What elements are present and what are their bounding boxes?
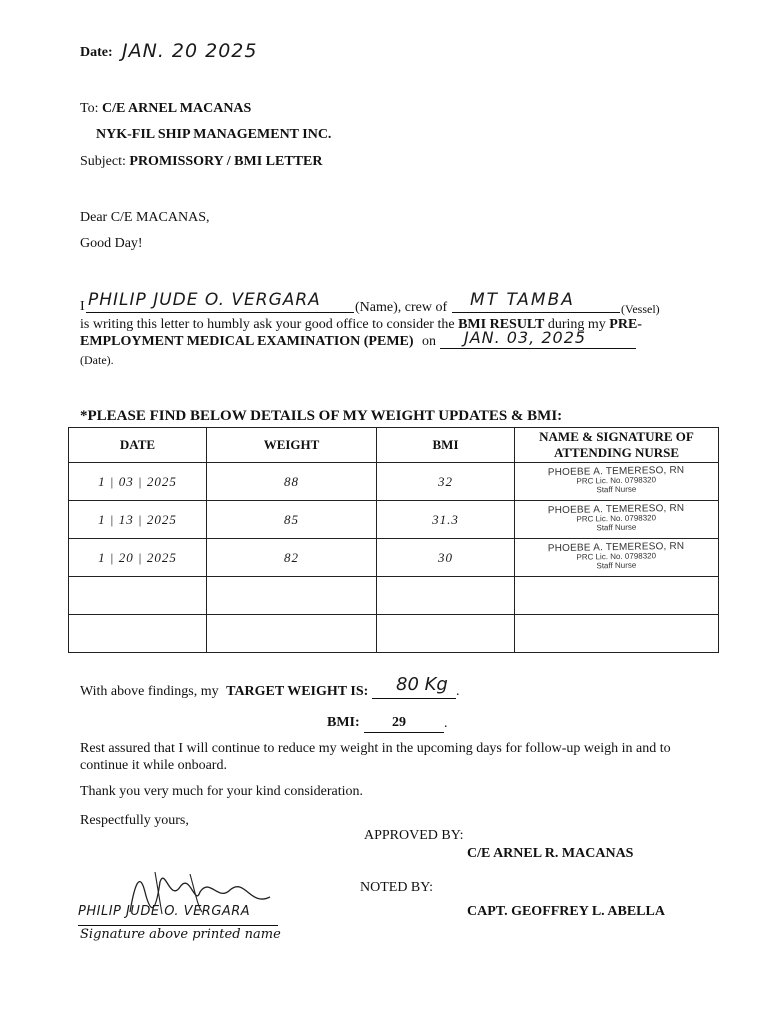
row-weight bbox=[207, 577, 377, 615]
nurse-stamp bbox=[548, 504, 685, 533]
nurse-title: Staff Nurse bbox=[596, 484, 637, 495]
table-heading: *PLEASE FIND BELOW DETAILS OF MY WEIGHT UPDATES & BMI: bbox=[80, 408, 563, 424]
row-weight bbox=[207, 615, 377, 653]
target-period: . bbox=[456, 684, 460, 699]
handwritten-peme-date: JAN. 03, 2025 bbox=[464, 328, 587, 347]
nurse-stamp bbox=[548, 466, 685, 495]
vessel-label: (Vessel) bbox=[621, 302, 660, 316]
row-date: 1 | 13 | 2025 bbox=[69, 501, 207, 539]
row-date bbox=[69, 615, 207, 653]
to-name: C/E ARNEL MACANAS bbox=[101, 101, 252, 116]
nurse-title: Staff Nurse bbox=[596, 560, 637, 571]
row-nurse-cell bbox=[515, 577, 719, 615]
bmi-target-label: BMI: bbox=[327, 715, 360, 730]
row-nurse-cell bbox=[515, 539, 719, 577]
signature-caption: Signature above printed name bbox=[80, 927, 281, 942]
line2-text-a: is writing this letter to humbly ask your good office to consider the bbox=[80, 317, 455, 332]
on-text: on bbox=[422, 334, 436, 349]
company-name: NYK-FIL SHIP MANAGEMENT INC. bbox=[96, 127, 332, 142]
target-line bbox=[80, 684, 368, 700]
table-header-row bbox=[69, 428, 719, 463]
bmi-period: . bbox=[444, 716, 448, 731]
table-row bbox=[69, 577, 719, 615]
nurse-license: PRC Lic. No. 0798320 bbox=[576, 513, 657, 524]
salutation: Dear C/E MACANAS, bbox=[80, 210, 210, 225]
row-bmi bbox=[377, 577, 515, 615]
findings-label: With above findings, my bbox=[80, 684, 219, 699]
peme-text: EMPLOYMENT MEDICAL EXAMINATION (PEME) bbox=[80, 334, 414, 349]
row-date: 1 | 20 | 2025 bbox=[69, 539, 207, 577]
handwritten-target-weight: 80 Kg bbox=[396, 674, 448, 695]
row-weight: 82 bbox=[207, 539, 377, 577]
col-bmi-header: BMI bbox=[377, 428, 515, 463]
date-paren-label: (Date). bbox=[80, 353, 114, 367]
name-label: (Name), crew of bbox=[355, 300, 448, 315]
row-bmi: 30 bbox=[377, 539, 515, 577]
thank-you-line: Thank you very much for your kind consideration. bbox=[80, 784, 364, 799]
nurse-license: PRC Lic. No. 0798320 bbox=[576, 551, 657, 562]
col-nurse-header: NAME & SIGNATURE OF ATTENDING NURSE bbox=[515, 428, 719, 463]
table-row bbox=[69, 539, 719, 577]
weight-bmi-table bbox=[68, 427, 719, 653]
row-nurse-cell bbox=[515, 501, 719, 539]
closing-paragraph: Rest assured that I will continue to reduce my weight in the upcoming days for follow-up weigh in and to continue it while onboard. bbox=[80, 741, 671, 773]
table-row bbox=[69, 501, 719, 539]
to-label: To: bbox=[80, 101, 99, 116]
row-bmi bbox=[377, 615, 515, 653]
bmi-target-value: 29 bbox=[392, 715, 406, 730]
nurse-title: Staff Nurse bbox=[596, 522, 637, 533]
row-date bbox=[69, 577, 207, 615]
good-day: Good Day! bbox=[80, 236, 143, 251]
noted-by-label: NOTED BY: bbox=[360, 880, 433, 895]
row-weight: 85 bbox=[207, 501, 377, 539]
nurse-stamp bbox=[548, 542, 685, 571]
handwritten-date: JAN. 20 2025 bbox=[122, 40, 258, 62]
col-date-header: DATE bbox=[69, 428, 207, 463]
signature-underline bbox=[78, 925, 278, 926]
noted-by-name: CAPT. GEOFFREY L. ABELLA bbox=[467, 904, 665, 919]
statement-prefix: I bbox=[80, 299, 85, 314]
row-bmi: 31.3 bbox=[377, 501, 515, 539]
subject-line bbox=[80, 154, 322, 170]
to-line bbox=[80, 101, 251, 117]
handwritten-name: PHILIP JUDE O. VERGARA bbox=[88, 290, 321, 310]
respectfully-line: Respectfully yours, bbox=[80, 813, 189, 828]
approved-by-label: APPROVED BY: bbox=[364, 828, 464, 843]
vessel-underline bbox=[452, 312, 620, 313]
signature-printed-name: PHILIP JUDE O. VERGARA bbox=[78, 904, 251, 919]
nurse-name: PHOEBE A. TEMERESO, RN bbox=[548, 540, 685, 555]
target-weight-label: TARGET WEIGHT IS: bbox=[226, 684, 369, 699]
target-underline bbox=[372, 698, 456, 699]
subject-value: PROMISSORY / BMI LETTER bbox=[129, 154, 323, 169]
handwritten-vessel: MT TAMBA bbox=[470, 290, 575, 310]
nurse-license: PRC Lic. No. 0798320 bbox=[576, 475, 657, 486]
table-row bbox=[69, 615, 719, 653]
subject-label: Subject: bbox=[80, 154, 126, 169]
table-row bbox=[69, 463, 719, 501]
name-label-wrap bbox=[355, 300, 447, 316]
line2-text-c: during my bbox=[547, 317, 606, 332]
row-date: 1 | 03 | 2025 bbox=[69, 463, 207, 501]
approved-by-name: C/E ARNEL R. MACANAS bbox=[467, 846, 634, 861]
name-underline bbox=[86, 312, 354, 313]
nurse-name: PHOEBE A. TEMERESO, RN bbox=[548, 502, 685, 517]
nurse-name: PHOEBE A. TEMERESO, RN bbox=[548, 464, 685, 479]
bmi-result-text: BMI RESULT bbox=[458, 317, 545, 332]
row-bmi: 32 bbox=[377, 463, 515, 501]
row-nurse-cell bbox=[515, 463, 719, 501]
pre-text: PRE- bbox=[609, 317, 642, 332]
date-label: Date: bbox=[80, 45, 113, 60]
row-nurse-cell bbox=[515, 615, 719, 653]
bmi-underline bbox=[364, 732, 444, 733]
col-weight-header: WEIGHT bbox=[207, 428, 377, 463]
row-weight: 88 bbox=[207, 463, 377, 501]
peme-date-underline bbox=[440, 348, 636, 349]
